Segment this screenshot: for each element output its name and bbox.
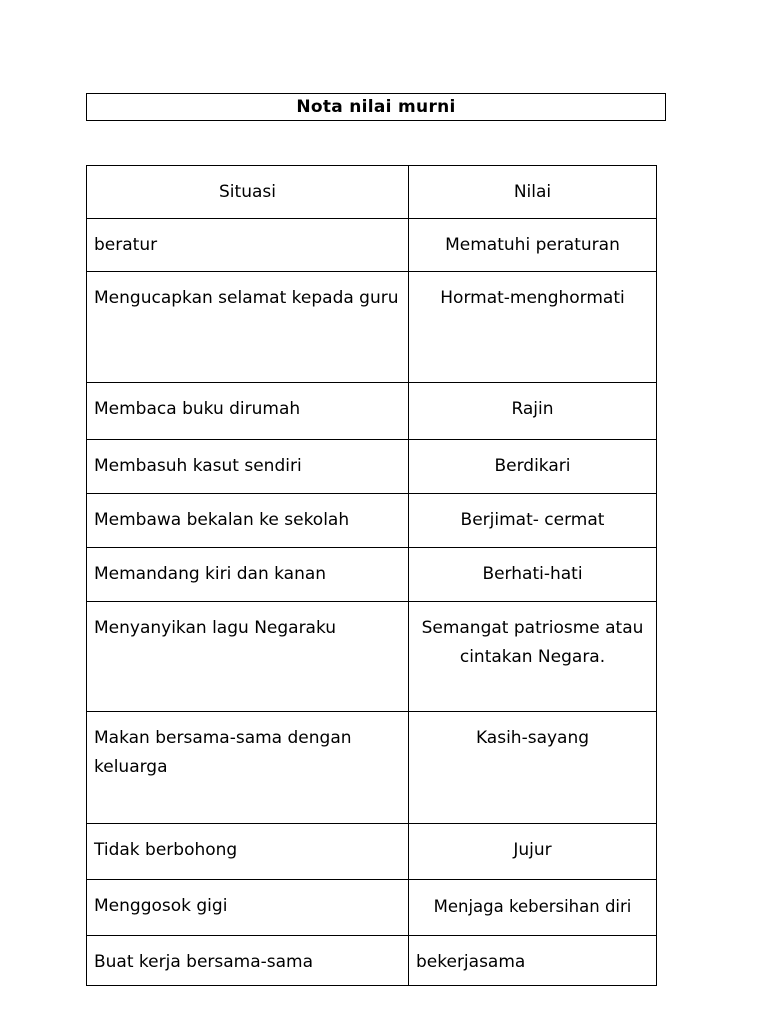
- table-row: [87, 383, 657, 440]
- situasi-cell: Tidak berbohong: [87, 824, 409, 880]
- table-row: [87, 936, 657, 986]
- document-title-text: Nota nilai murni: [296, 97, 456, 117]
- nilai-cell: Rajin: [409, 383, 657, 440]
- table-row: [87, 880, 657, 936]
- nilai-cell: Mematuhi peraturan: [409, 219, 657, 272]
- nilai-cell: Berdikari: [409, 440, 657, 494]
- header-situasi: Situasi: [87, 166, 409, 219]
- situasi-cell: Menggosok gigi: [87, 880, 409, 936]
- situasi-cell: Makan bersama-sama dengan keluarga: [87, 712, 409, 824]
- situasi-cell: beratur: [87, 219, 409, 272]
- situasi-cell: Menyanyikan lagu Negaraku: [87, 602, 409, 712]
- header-nilai: Nilai: [409, 166, 657, 219]
- nilai-cell: Jujur: [409, 824, 657, 880]
- table-row: [87, 494, 657, 548]
- document-title: [86, 93, 666, 121]
- nilai-cell: bekerjasama: [409, 936, 657, 986]
- nilai-cell: Berhati-hati: [409, 548, 657, 602]
- table-row: [87, 272, 657, 383]
- nilai-cell: Hormat-menghormati: [409, 272, 657, 383]
- nilai-cell: Kasih-sayang: [409, 712, 657, 824]
- nilai-cell: Berjimat- cermat: [409, 494, 657, 548]
- table-row: [87, 712, 657, 824]
- table-row: [87, 440, 657, 494]
- situasi-cell: Membawa bekalan ke sekolah: [87, 494, 409, 548]
- nilai-table: [86, 165, 657, 986]
- table-row: [87, 602, 657, 712]
- nilai-cell: Menjaga kebersihan diri: [409, 880, 657, 936]
- situasi-cell: Membaca buku dirumah: [87, 383, 409, 440]
- table-header-row: [87, 166, 657, 219]
- situasi-cell: Memandang kiri dan kanan: [87, 548, 409, 602]
- table-row: [87, 219, 657, 272]
- nilai-cell: Semangat patriosme atau cintakan Negara.: [409, 602, 657, 712]
- table-row: [87, 548, 657, 602]
- situasi-cell: Mengucapkan selamat kepada guru: [87, 272, 409, 383]
- situasi-cell: Buat kerja bersama-sama: [87, 936, 409, 986]
- situasi-cell: Membasuh kasut sendiri: [87, 440, 409, 494]
- table-row: [87, 824, 657, 880]
